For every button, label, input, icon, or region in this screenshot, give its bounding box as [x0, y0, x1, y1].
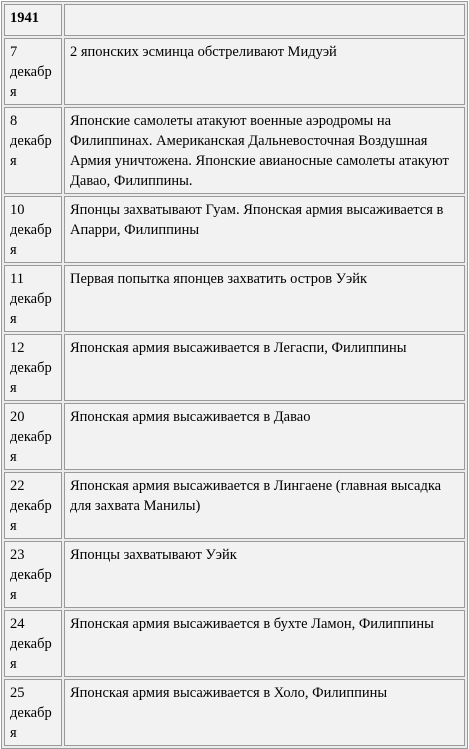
table-row [4, 265, 465, 332]
date-month: декабря [10, 498, 52, 534]
date-month: декабря [10, 291, 52, 327]
date-cell [4, 265, 62, 332]
date-day: 12 [10, 340, 25, 356]
date-cell [4, 679, 62, 746]
date-cell [4, 38, 62, 105]
date-cell [4, 472, 62, 539]
date-day: 10 [10, 202, 25, 218]
date-day: 8 [10, 113, 18, 129]
date-month: декабря [10, 64, 52, 100]
date-day: 22 [10, 478, 25, 494]
table-row [4, 679, 465, 746]
year-cell: 1941 [4, 4, 62, 36]
event-cell: Японцы захватывают Уэйк [64, 541, 465, 608]
table-header-row [4, 4, 465, 36]
table-row [4, 610, 465, 677]
event-cell: Японская армия высаживается в Легаспи, Филиппины [64, 334, 465, 401]
event-cell: Японская армия высаживается в Лингаене (главная высадка для захвата Манилы) [64, 472, 465, 539]
date-month: декабря [10, 705, 52, 741]
event-cell: Японцы захватывают Гуам. Японская армия высаживается в Апарри, Филиппины [64, 196, 465, 263]
event-cell: 2 японских эсминца обстреливают Мидуэй [64, 38, 465, 105]
date-cell [4, 403, 62, 470]
table-row [4, 334, 465, 401]
timeline-table [1, 1, 468, 749]
date-month: декабря [10, 429, 52, 465]
date-month: декабря [10, 222, 52, 258]
date-month: декабря [10, 133, 52, 169]
date-month: декабря [10, 360, 52, 396]
table-row [4, 472, 465, 539]
date-day: 20 [10, 409, 25, 425]
header-blank-cell [64, 4, 465, 36]
date-day: 23 [10, 547, 25, 563]
date-day: 24 [10, 616, 25, 632]
date-cell [4, 334, 62, 401]
event-cell: Японские самолеты атакуют военные аэродромы на Филиппинах. Американская Дальневосточная Воздушная Армия уничтожена. Японские авианосные самолеты атакуют Давао, Филиппины. [64, 107, 465, 194]
table-row [4, 403, 465, 470]
date-day: 25 [10, 685, 25, 701]
date-month: декабря [10, 567, 52, 603]
table-row [4, 107, 465, 194]
event-cell: Первая попытка японцев захватить остров Уэйк [64, 265, 465, 332]
date-month: декабря [10, 636, 52, 672]
event-cell: Японская армия высаживается в Давао [64, 403, 465, 470]
event-cell: Японская армия высаживается в Холо, Филиппины [64, 679, 465, 746]
event-cell: Японская армия высаживается в бухте Ламон, Филиппины [64, 610, 465, 677]
date-day: 11 [10, 271, 24, 287]
table-row [4, 38, 465, 105]
date-cell [4, 196, 62, 263]
date-day: 7 [10, 44, 18, 60]
table-row [4, 196, 465, 263]
date-cell [4, 107, 62, 194]
date-cell [4, 610, 62, 677]
